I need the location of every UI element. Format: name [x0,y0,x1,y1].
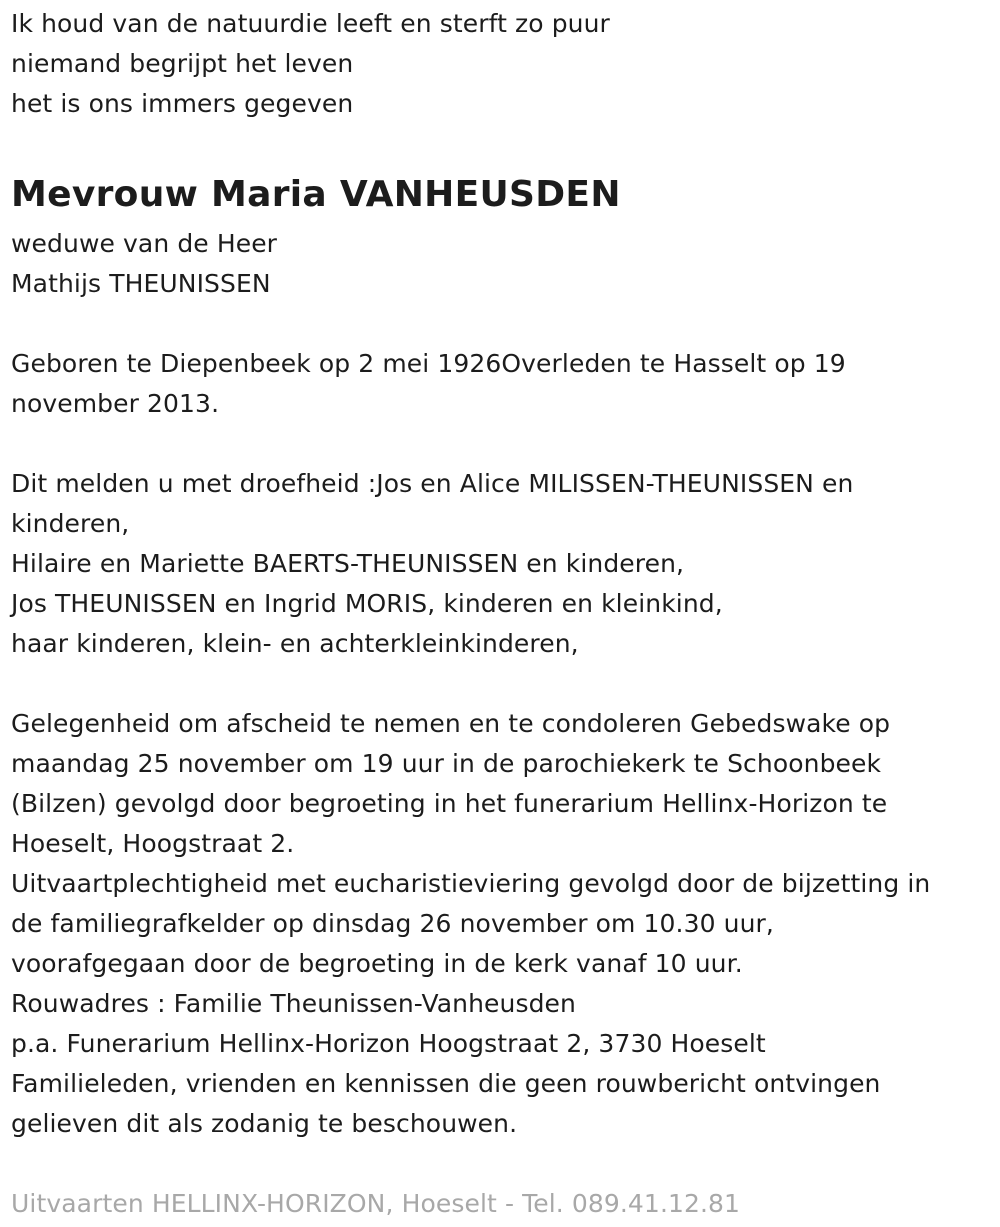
ceremony-line: p.a. Funerarium Hellinx-Horizon Hoogstraat 2, 3730 Hoeselt [11,1029,766,1058]
ceremony-line: gelieven dit als zodanig te beschouwen. [11,1109,518,1138]
announcement-line: Jos THEUNISSEN en Ingrid MORIS, kinderen en kleinkind, [11,589,723,618]
announcement-line: haar kinderen, klein- en achterkleinkinderen, [11,629,579,658]
ceremony-line: voorafgegaan door de begroeting in de kerk vanaf 10 uur. [11,949,743,978]
ceremony-line: Familieleden, vrienden en kennissen die geen rouwbericht ontvingen [11,1069,881,1098]
ceremony-line: (Bilzen) gevolgd door begroeting in het funerarium Hellinx-Horizon te [11,789,888,818]
poem-line: niemand begrijpt het leven [11,49,354,78]
spacer [11,304,996,344]
funeral-home-footer: Uitvaarten HELLINX-HORIZON, Hoeselt - Tel. 089.41.12.81 [11,1189,741,1218]
poem [11,4,996,124]
spacer [11,124,996,164]
announcement-line: kinderen, [11,509,130,538]
ceremony-line: maandag 25 november om 19 uur in de parochiekerk te Schoonbeek [11,749,882,778]
dates-block [11,344,996,424]
obituary-notice [11,4,996,1224]
poem-line: Ik houd van de natuurdie leeft en sterft zo puur [11,9,610,38]
ceremony-line: de familiegrafkelder op dinsdag 26 november om 10.30 uur, [11,909,774,938]
ceremony-line: Gelegenheid om afscheid te nemen en te condoleren Gebedswake op [11,709,891,738]
spacer [11,1144,996,1184]
ceremony-line: Hoeselt, Hoogstraat 2. [11,829,295,858]
deceased-block [11,170,996,304]
announcement-line: Dit melden u met droefheid :Jos en Alice MILISSEN-THEUNISSEN en [11,469,854,498]
relation-line: weduwe van de Heer [11,229,278,258]
spacer [11,424,996,464]
ceremony-line: Rouwadres : Familie Theunissen-Vanheusden [11,989,576,1018]
announcement-block [11,464,996,664]
relation-line: Mathijs THEUNISSEN [11,269,271,298]
dates-line: Geboren te Diepenbeek op 2 mei 1926Overleden te Hasselt op 19 [11,349,846,378]
poem-line: het is ons immers gegeven [11,89,354,118]
spacer [11,664,996,704]
dates-line: november 2013. [11,389,220,418]
ceremony-block [11,704,996,1144]
announcement-line: Hilaire en Mariette BAERTS-THEUNISSEN en kinderen, [11,549,685,578]
ceremony-line: Uitvaartplechtigheid met eucharistieviering gevolgd door de bijzetting in [11,869,931,898]
deceased-name: Mevrouw Maria VANHEUSDEN [11,174,621,215]
